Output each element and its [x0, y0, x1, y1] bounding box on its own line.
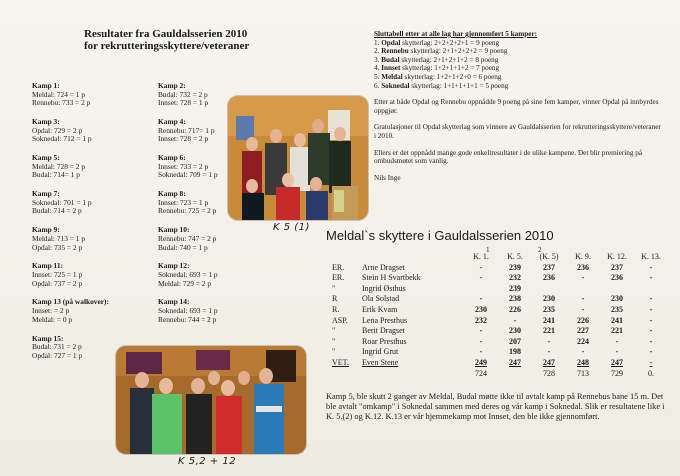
sluttabell-row — [374, 47, 664, 56]
shooter-score: 227 — [577, 326, 589, 336]
shooter-score: 230 — [475, 304, 487, 314]
shooter-score: - — [479, 347, 483, 357]
sluttabell-title: Sluttabell etter at alle lag har gjennomført 5 kamper: — [374, 30, 538, 38]
shooter-score: 230 — [543, 294, 555, 304]
kamp-result-line: Meldal: 724 = 1 p — [32, 89, 86, 99]
shooter-score: 226 — [577, 315, 589, 325]
totals-blank — [498, 369, 532, 380]
kamp-result-line: Soknedal: 712 = 1 p — [32, 134, 92, 144]
kamp-result-line: Opdal: 737 = 2 p — [32, 278, 83, 288]
total-value: 724 — [475, 368, 487, 378]
team-photo-top-image — [228, 96, 368, 220]
totals-blank — [330, 369, 360, 380]
kamp-heading: Kamp 4: — [158, 117, 186, 127]
kamp-result-line: Budal: 732 = 2 p — [158, 89, 208, 99]
shooter-score: 236 — [611, 273, 623, 283]
shooter-score: 247 — [611, 357, 623, 367]
kamp-result-line: Meldal: 729 = 2 p — [158, 278, 212, 288]
shooter-score: 226 — [509, 304, 521, 314]
sluttabell-team: Budal — [381, 55, 400, 64]
shooter-score: 238 — [509, 294, 521, 304]
shooter-score: 236 — [577, 262, 589, 272]
kamp-heading: Kamp 3: — [32, 117, 60, 127]
sluttabell-points: skytterlag: 2+2+2+2+1 = 9 poeng — [400, 38, 500, 47]
shooter-score: - — [649, 326, 653, 336]
kamp-heading: Kamp 7: — [32, 189, 60, 199]
kamp-result-line: Innset: 725 = 1 p — [32, 269, 83, 279]
shooter-score — [464, 284, 498, 295]
shooter-row — [330, 305, 668, 316]
kamp-heading: Kamp 8: — [158, 189, 186, 199]
kamp-result-line: Innset: = 2 p — [32, 306, 70, 316]
shooter-score: - — [581, 294, 585, 304]
shooter-score: - — [479, 336, 483, 346]
shooter-score: - — [479, 294, 483, 304]
shooter-score: - — [649, 304, 653, 314]
shooter-score: - — [479, 273, 483, 283]
sluttabell-section — [374, 30, 664, 182]
kamp-block — [32, 226, 124, 252]
kamp-result-line: Innset: 728 = 1 p — [158, 98, 209, 108]
sluttabell-team: Opdal — [381, 38, 401, 47]
signature: Nils Inge — [374, 173, 401, 182]
meldal-column-headers — [330, 252, 668, 263]
shooter-row — [330, 263, 668, 274]
shooter-class: " — [332, 336, 336, 346]
sluttabell-pos: 3. — [374, 55, 380, 64]
shooter-name: Lena Presthus — [362, 315, 408, 325]
shooter-class: ASP. — [332, 315, 348, 325]
shooter-score — [634, 284, 668, 295]
shooter-score: - — [649, 262, 653, 272]
sluttabell-team: Soknedal — [381, 81, 410, 90]
shooter-score: 241 — [611, 315, 623, 325]
kamp-result-line: Rennebu: 725 = 2 p — [158, 206, 217, 216]
kamp-result-line: Opdal: 735 = 2 p — [32, 242, 83, 252]
shooter-row — [330, 294, 668, 305]
shooter-score: 235 — [611, 304, 623, 314]
team-photo-bottom — [116, 346, 306, 454]
kamp-heading: Kamp 13 (på walkover): — [32, 297, 109, 307]
document-title — [84, 28, 249, 52]
kamp-result-line: Rennebu: 747 = 2 p — [158, 233, 217, 243]
shooter-score: 221 — [611, 326, 623, 336]
shooter-row — [330, 316, 668, 327]
kamp-result-line: Soknedal: 693 = 1 p — [158, 306, 218, 316]
title-line-2: for rekrutteringsskyttere/veteraner — [84, 40, 250, 52]
kamp-heading: Kamp 6: — [158, 153, 186, 163]
totals-blank — [360, 369, 464, 380]
kamp-result-line: Innset: 733 = 2 p — [158, 161, 209, 171]
total-value: 728 — [543, 368, 555, 378]
meldal-totals-row — [330, 369, 668, 380]
shooter-score: - — [649, 347, 653, 357]
sluttabell-pos: 1. — [374, 38, 380, 47]
kamp-result-line: Opdal: 727 = 1 p — [32, 350, 83, 360]
shooter-score: - — [547, 347, 551, 357]
sluttabell-points: skytterlag: 1+2+1+2+0 = 6 poeng — [402, 72, 502, 81]
shooter-score: 207 — [509, 336, 521, 346]
shooter-score: 230 — [611, 294, 623, 304]
shooter-class: ER. — [332, 262, 345, 272]
meldal-results-table — [330, 252, 668, 379]
header-blank — [330, 252, 360, 263]
kamp-result-line: Budal: 740 = 1 p — [158, 242, 208, 252]
shooter-score — [566, 284, 600, 295]
shooter-score: - — [581, 304, 585, 314]
kamp-heading: Kamp 10: — [158, 225, 190, 235]
photo-label-bottom: K 5,2 + 12 — [178, 456, 237, 467]
sluttabell-para-1: Etter at både Opdal og Rennebu oppnådde 9 poeng på sine fem kamper, vinner Opdal på innbyrdes oppgjør. — [374, 98, 659, 115]
shooter-name: Roar Presthus — [362, 336, 407, 346]
sluttabell-points: skytterlag: 2+1+2+2+2 = 9 poeng — [408, 47, 508, 56]
shooter-score: - — [649, 336, 653, 346]
kamp-result-line: Rennebu: 717= 1 p — [158, 125, 215, 135]
kamp-result-line: Budal: 714 = 2 p — [32, 206, 82, 216]
header-blank — [360, 252, 464, 263]
kamp-list-left — [32, 82, 124, 371]
sluttabell-pos: 2. — [374, 47, 380, 56]
shooter-row — [330, 358, 668, 369]
kamp-heading: Kamp 1: — [32, 81, 60, 90]
kamp-block — [32, 154, 124, 180]
sluttabell-row — [374, 73, 664, 82]
photo-label-top: K 5 (1) — [273, 222, 310, 233]
kamp-result-line: Soknedal: 701 = 1 p — [32, 197, 92, 207]
kamp-result-line: Rennebu: 744 = 2 p — [158, 314, 217, 324]
kamp-heading: Kamp 5: — [32, 153, 60, 163]
meldal-title: Meldal`s skyttere i Gauldalsserien 2010 — [326, 228, 554, 243]
column-header: (K. 5) — [539, 252, 559, 261]
team-photo-bottom-image — [116, 346, 306, 454]
sluttabell-team: Meldal — [381, 72, 403, 81]
sluttabell-points: skytterlag: 1+2+1+1+2 = 7 poeng — [400, 64, 500, 73]
shooter-name: Ingrid Grut — [362, 347, 399, 357]
kamp-result-line: Budal: 714= 1 p — [32, 170, 80, 180]
shooter-score: - — [649, 294, 653, 304]
team-photo-top — [228, 96, 368, 220]
kamp-heading: Kamp 14: — [158, 297, 190, 307]
shooter-score: 248 — [577, 357, 589, 367]
shooter-score: 232 — [475, 315, 487, 325]
shooter-class: " — [332, 283, 336, 293]
shooter-score: 198 — [509, 347, 521, 357]
sluttabell-row — [374, 56, 664, 65]
col-mark-1: 1 — [486, 246, 490, 254]
shooter-score: 249 — [475, 357, 487, 367]
shooter-score: 239 — [509, 283, 521, 293]
sluttabell-row — [374, 82, 664, 91]
shooter-score — [600, 284, 634, 295]
shooter-score: - — [479, 326, 483, 336]
kamp-result-line: Opdal: 729 = 2 p — [32, 125, 83, 135]
column-header: K. 13. — [641, 252, 661, 261]
shooter-score: 230 — [509, 326, 521, 336]
kamp-result-line: Meldal: 713 = 1 p — [32, 233, 86, 243]
shooter-score: 232 — [509, 273, 521, 283]
col-mark-2: 2 — [538, 246, 542, 254]
kamp-result-line: Meldal: = 0 p — [32, 314, 73, 324]
shooter-score: 237 — [611, 262, 623, 272]
shooter-score: 235 — [543, 304, 555, 314]
total-value: 0. — [648, 368, 654, 378]
kamp-heading: Kamp 15: — [32, 333, 64, 343]
kamp-block — [32, 82, 124, 108]
kamp-result-line: Innset: 728 = 2 p — [158, 134, 209, 144]
shooter-class: R — [332, 294, 338, 304]
shooter-row — [330, 273, 668, 284]
shooter-row — [330, 284, 668, 295]
shooter-score: 237 — [543, 262, 555, 272]
shooter-score: - — [615, 336, 619, 346]
shooter-score: - — [547, 336, 551, 346]
kamp-block — [32, 190, 124, 216]
shooter-name: Stein H Svartbekk — [362, 273, 421, 283]
kamp-result-line: Meldal: 728 = 2 p — [32, 161, 86, 171]
shooter-row — [330, 347, 668, 358]
kamp-block — [158, 298, 250, 324]
kamp-result-line: Budal: 731 = 2 p — [32, 342, 82, 352]
sluttabell-points: skytterlag: 1+1+1+1+1 = 5 poeng — [409, 81, 509, 90]
shooter-score: - — [649, 315, 653, 325]
shooter-score: - — [513, 315, 517, 325]
shooter-class: " — [332, 326, 336, 336]
shooter-score: - — [479, 262, 483, 272]
shooter-row — [330, 326, 668, 337]
kamp-result-line: Rennebu: 733 = 2 p — [32, 98, 91, 108]
shooter-class: R. — [332, 304, 340, 314]
kamp-block — [158, 262, 250, 288]
shooter-class: ER. — [332, 273, 345, 283]
shooter-row — [330, 337, 668, 348]
meldal-results — [330, 252, 668, 379]
shooter-score: 221 — [543, 326, 555, 336]
sluttabell-pos: 6. — [374, 81, 380, 90]
shooter-name: Ola Solstad — [362, 294, 400, 304]
column-header: K. 9. — [575, 252, 591, 261]
shooter-score: 239 — [509, 262, 521, 272]
kamp-heading: Kamp 9: — [32, 225, 60, 235]
shooter-score: - — [581, 347, 585, 357]
shooter-name: Berit Dragset — [362, 326, 405, 336]
shooter-name: Ingrid Østhus — [362, 283, 406, 293]
shooter-score: 241 — [543, 315, 555, 325]
title-line-1: Resultater fra Gauldalsserien 2010 — [84, 28, 248, 40]
sluttabell-team: Rennebu — [381, 47, 409, 56]
sluttabell-rows — [374, 39, 664, 91]
sluttabell-points: skytterlag: 2+1+2+1+2 = 8 poeng — [399, 55, 499, 64]
shooter-score: 247 — [509, 357, 521, 367]
shooter-score: - — [649, 273, 653, 283]
sluttabell-row — [374, 64, 664, 73]
kamp-block — [32, 335, 124, 361]
shooter-class: " — [332, 347, 336, 357]
sluttabell-para-2: Gratulasjoner til Opdal skytterlag som vinnere av Gauldalsserien for rekrutteringsskyttere/veteraner i 2010. — [374, 123, 661, 140]
sluttabell-row — [374, 39, 664, 48]
kamp-heading: Kamp 2: — [158, 81, 186, 90]
kamp-heading: Kamp 12: — [158, 261, 190, 271]
sluttabell-para-3: Ellers er det oppnådd mange gode enkeltresultater i de ulike kampene. Det blir premiering på ombudsmøtet som vanlig. — [374, 148, 643, 166]
total-value: 713 — [577, 368, 589, 378]
kamp-result-line: Soknedal: 693 = 1 p — [158, 269, 218, 279]
shooter-score — [532, 284, 566, 295]
kamp-heading: Kamp 11: — [32, 261, 64, 271]
shooter-name: Arne Dragset — [362, 262, 405, 272]
shooter-name: Even Stene — [362, 357, 399, 367]
kamp-result-line: Innset: 723 = 1 p — [158, 197, 209, 207]
meldal-note: Kamp 5, ble skutt 2 ganger av Meldal, Budal møtte ikke til avtalt kamp på Rennebus bane 15 m. Det ble avtalt "omkamp" i Soknedal sammen med deres og vår kamp i Soknedal. Slik er resultatene like i K. 5.(2) og K.12. K.13 er vår hjemmekamp mot Innset, den ble ikke gjennomført. — [326, 392, 665, 421]
kamp-block — [158, 226, 250, 252]
column-header: K. 5. — [507, 252, 523, 261]
shooter-score: 224 — [577, 336, 589, 346]
column-header: K. 12. — [607, 252, 627, 261]
column-header: K. 1. — [473, 252, 489, 261]
kamp-block — [32, 298, 124, 324]
kamp-block — [32, 118, 124, 144]
sluttabell-pos: 4. — [374, 64, 380, 73]
sluttabell-team: Innset — [381, 64, 401, 73]
shooter-name: Erik Kvam — [362, 304, 398, 314]
shooter-class: VET. — [332, 357, 349, 367]
kamp-block — [32, 262, 124, 288]
sluttabell-pos: 5. — [374, 72, 380, 81]
shooter-score: - — [615, 347, 619, 357]
shooter-score: 236 — [543, 273, 555, 283]
total-value: 729 — [611, 368, 623, 378]
kamp-result-line: Soknedal: 709 = 1 p — [158, 170, 218, 180]
shooter-score: 247 — [543, 357, 555, 367]
shooter-score: - — [649, 357, 653, 367]
shooter-score: - — [581, 273, 585, 283]
